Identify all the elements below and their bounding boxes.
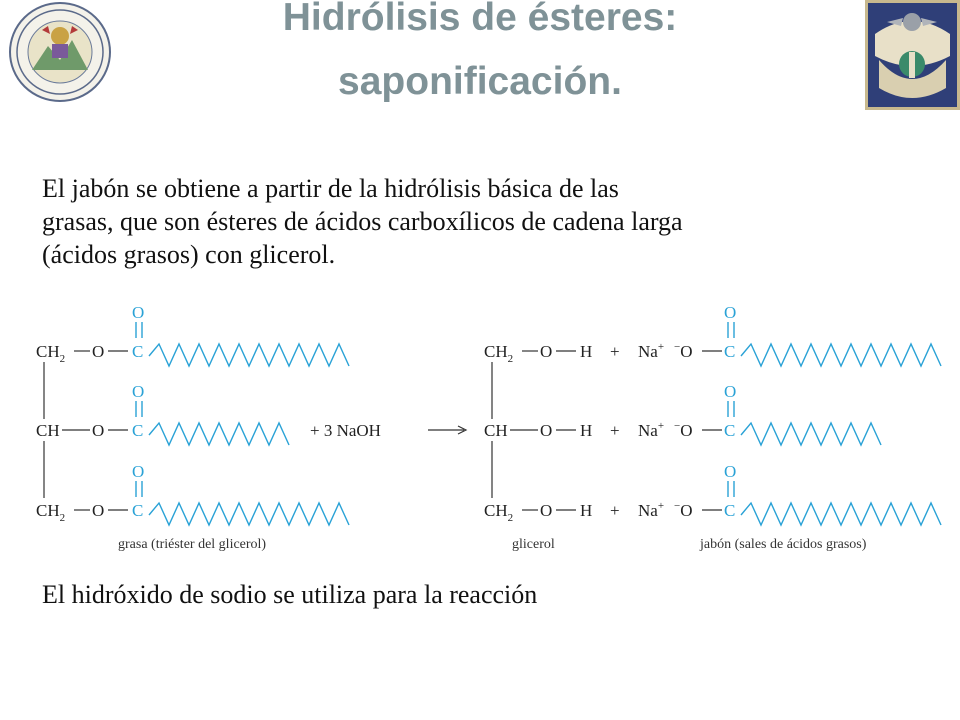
- glycerol-hydrogen-3: H: [580, 501, 593, 520]
- glycerol-ch2-top: $CH_2$: [484, 342, 514, 365]
- caption-soap: jabón (sales de ácidos grasos): [700, 537, 867, 552]
- glycerol-structure: [484, 342, 592, 552]
- title-line-2: saponificación.: [338, 60, 622, 103]
- soap-oxygen-1: O: [724, 303, 737, 322]
- carboxylate-oxygen-2: −O: [674, 420, 693, 440]
- reaction-arrow: [428, 426, 466, 434]
- ch-middle-label: CH: [36, 421, 60, 440]
- glycerol-oxygen-3: O: [540, 501, 553, 520]
- ch2-top-label: $CH_2$: [36, 342, 66, 365]
- soap-oxygen-2: O: [724, 382, 737, 401]
- fatty-chain-1: [149, 344, 349, 366]
- ester-oxygen-3: O: [92, 501, 105, 520]
- intro-line-1: El jabón se obtiene a partir de la hidrólisis básica de las: [42, 174, 619, 203]
- ester-oxygen-2: O: [92, 421, 105, 440]
- fatty-chain-3: [149, 503, 349, 525]
- title-line-1: Hidrólisis de ésteres:: [282, 0, 678, 39]
- faculty-emblem-logo: [865, 0, 960, 110]
- caption-glycerol: glicerol: [512, 537, 555, 552]
- sodium-ion-1: Na+: [638, 341, 665, 361]
- intro-line-3: (ácidos grasos) con glicerol.: [42, 240, 336, 269]
- carboxylate-oxygen-3: −O: [674, 500, 693, 520]
- soap-carbon-2: C: [724, 421, 736, 440]
- plus-sign-1: +: [610, 342, 620, 361]
- university-seal-logo: [4, 0, 112, 104]
- glycerol-oxygen-1: O: [540, 342, 553, 361]
- carboxylate-oxygen-1: −O: [674, 341, 693, 361]
- carbonyl-oxygen-3: O: [132, 462, 145, 481]
- soap-chain-1: [741, 344, 941, 366]
- ester-oxygen-1: O: [92, 342, 105, 361]
- intro-line-2: grasas, que son ésteres de ácidos carboxílicos de cadena larga: [42, 207, 683, 236]
- triglyceride-structure: [36, 303, 349, 552]
- naoh-note: El hidróxido de sodio se utiliza para la reacción: [42, 580, 538, 609]
- ch2-bottom-label: $CH_2$: [36, 501, 66, 524]
- glycerol-hydrogen-1: H: [580, 342, 593, 361]
- glycerol-hydrogen-2: H: [580, 421, 593, 440]
- carbonyl-carbon-3: C: [132, 501, 144, 520]
- fatty-chain-2: [149, 423, 289, 445]
- reagent-naoh: + 3 NaOH: [310, 421, 381, 440]
- sodium-ion-3: Na+: [638, 500, 665, 520]
- glycerol-oxygen-2: O: [540, 421, 553, 440]
- carbonyl-oxygen-2: O: [132, 382, 145, 401]
- soap-oxygen-3: O: [724, 462, 737, 481]
- glycerol-ch2-bottom: $CH_2$: [484, 501, 514, 524]
- sodium-ion-2: Na+: [638, 420, 665, 440]
- plus-sign-2: +: [610, 421, 620, 440]
- intro-paragraph: [42, 172, 932, 271]
- carbonyl-oxygen-1: O: [132, 303, 145, 322]
- glycerol-ch-middle: CH: [484, 421, 508, 440]
- soap-carbon-3: C: [724, 501, 736, 520]
- soap-chain-2: [741, 423, 881, 445]
- carbonyl-carbon-2: C: [132, 421, 144, 440]
- plus-sign-3: +: [610, 501, 620, 520]
- carbonyl-carbon-1: C: [132, 342, 144, 361]
- soap-structure: [610, 303, 941, 552]
- saponification-reaction-diagram: [30, 298, 960, 560]
- soap-chain-3: [741, 503, 941, 525]
- soap-carbon-1: C: [724, 342, 736, 361]
- caption-fat: grasa (triéster del glicerol): [118, 537, 267, 552]
